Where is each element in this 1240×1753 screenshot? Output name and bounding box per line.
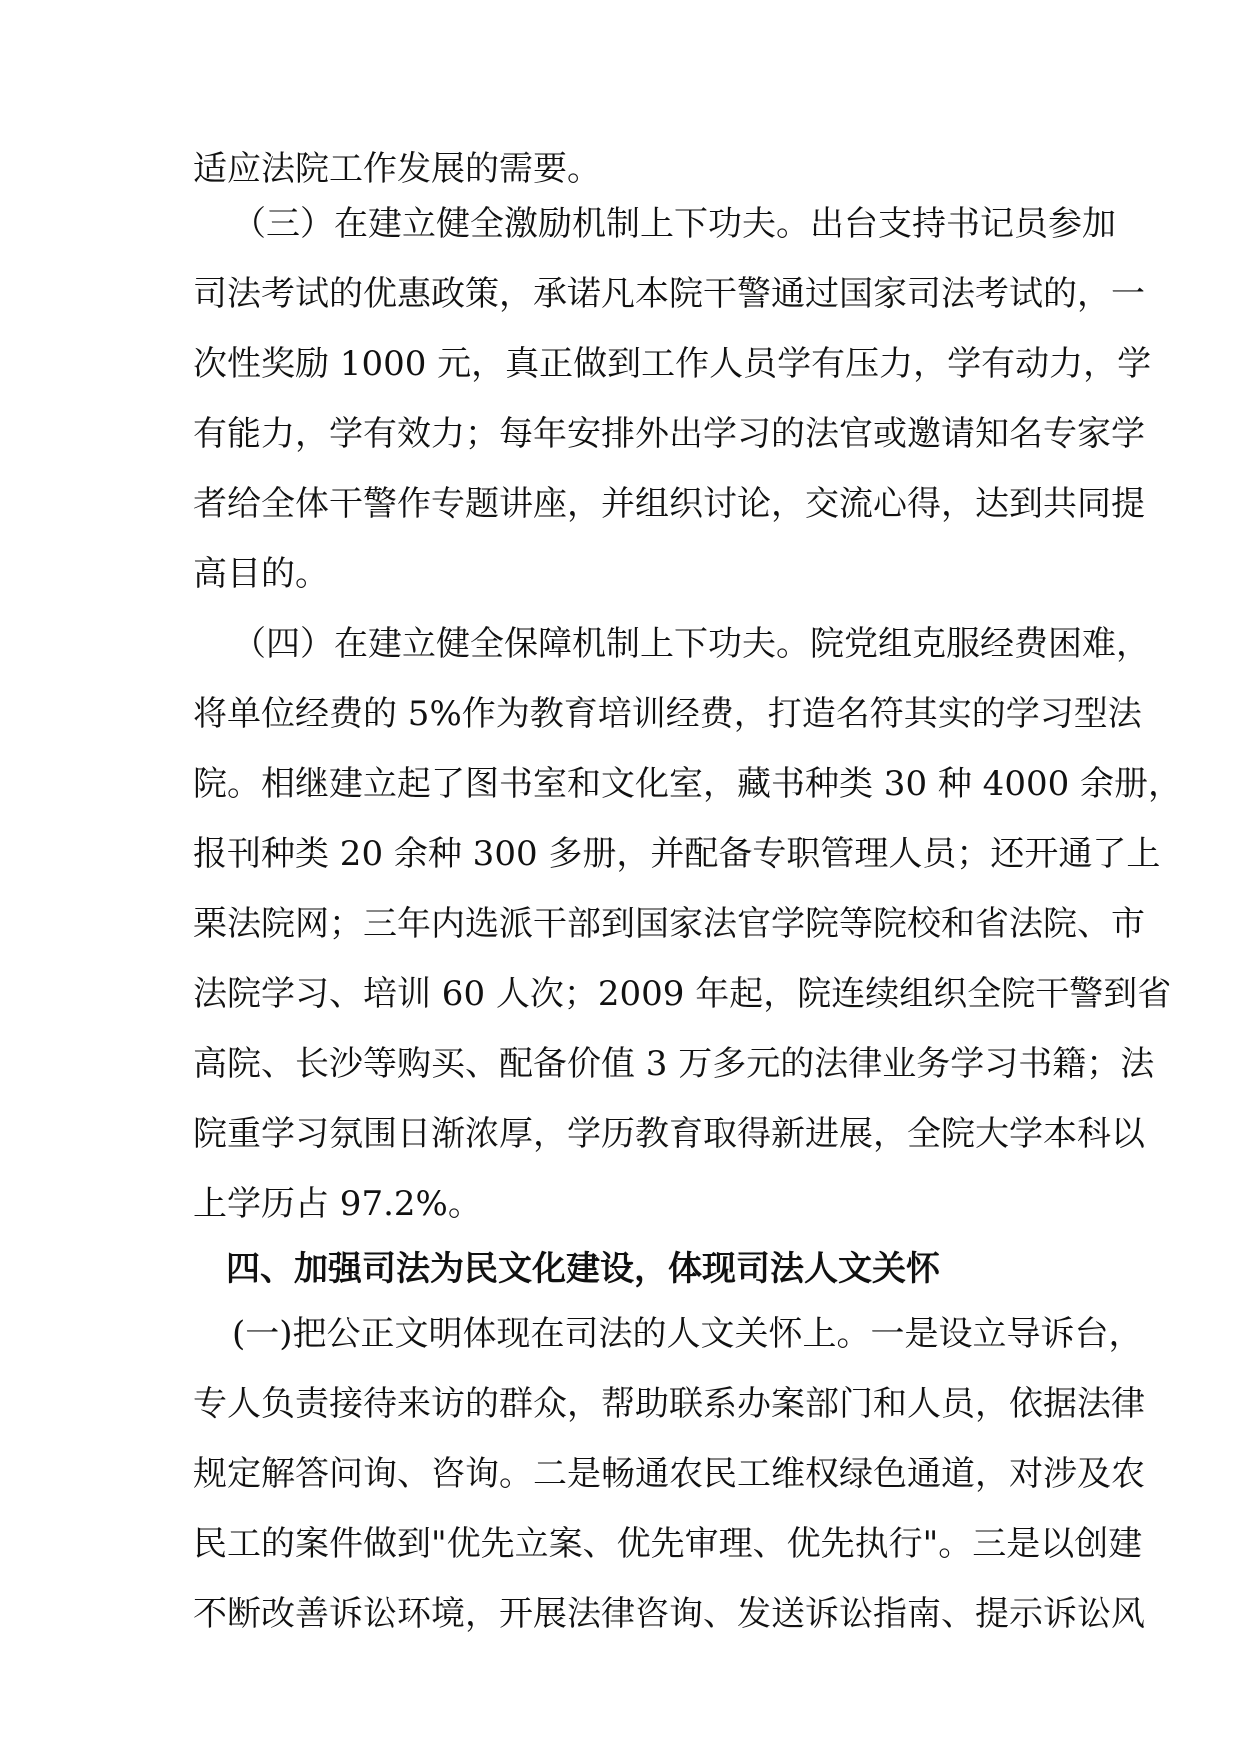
paragraph-line: 有能力，学有效力；每年安排外出学习的法官或邀请知名专家学 bbox=[193, 414, 1145, 454]
paragraph-line: (一)把公正文明体现在司法的人文关怀上。一是设立导诉台， bbox=[232, 1314, 1143, 1354]
paragraph-line: 将单位经费的 5%作为教育培训经费，打造名符其实的学习型法 bbox=[193, 694, 1142, 734]
paragraph-line: 民工的案件做到"优先立案、优先审理、优先执行"。三是以创建 bbox=[193, 1524, 1143, 1564]
paragraph-line: 规定解答问询、咨询。二是畅通农民工维权绿色通道，对涉及农 bbox=[193, 1454, 1145, 1494]
paragraph-line: 高目的。 bbox=[193, 554, 329, 594]
section-heading: 四、加强司法为民文化建设，体现司法人文关怀 bbox=[226, 1249, 940, 1289]
paragraph-line: 司法考试的优惠政策，承诺凡本院干警通过国家司法考试的，一 bbox=[193, 274, 1145, 314]
paragraph-line: 栗法院网；三年内选派干部到国家法官学院等院校和省法院、市 bbox=[193, 904, 1145, 944]
paragraph-line: （三）在建立健全激励机制上下功夫。出台支持书记员参加 bbox=[232, 204, 1116, 244]
paragraph-line: 高院、长沙等购买、配备价值 3 万多元的法律业务学习书籍；法 bbox=[193, 1044, 1155, 1084]
paragraph-line: 者给全体干警作专题讲座，并组织讨论，交流心得，达到共同提 bbox=[193, 484, 1145, 524]
paragraph-line: 不断改善诉讼环境，开展法律咨询、发送诉讼指南、提示诉讼风 bbox=[193, 1594, 1145, 1634]
paragraph-line: 适应法院工作发展的需要。 bbox=[193, 149, 601, 189]
paragraph-line: 上学历占 97.2%。 bbox=[193, 1184, 482, 1224]
paragraph-line: 专人负责接待来访的群众，帮助联系办案部门和人员，依据法律 bbox=[193, 1384, 1145, 1424]
paragraph-line: （四）在建立健全保障机制上下功夫。院党组克服经费困难， bbox=[232, 624, 1150, 664]
paragraph-line: 次性奖励 1000 元，真正做到工作人员学有压力，学有动力，学 bbox=[193, 344, 1152, 384]
paragraph-line: 报刊种类 20 余种 300 多册，并配备专职管理人员；还开通了上 bbox=[193, 834, 1161, 874]
paragraph-line: 院。相继建立起了图书室和文化室，藏书种类 30 种 4000 余册， bbox=[193, 764, 1183, 804]
paragraph-line: 法院学习、培训 60 人次；2009 年起，院连续组织全院干警到省 bbox=[193, 974, 1172, 1014]
paragraph-line: 院重学习氛围日渐浓厚，学历教育取得新进展，全院大学本科以 bbox=[193, 1114, 1145, 1154]
